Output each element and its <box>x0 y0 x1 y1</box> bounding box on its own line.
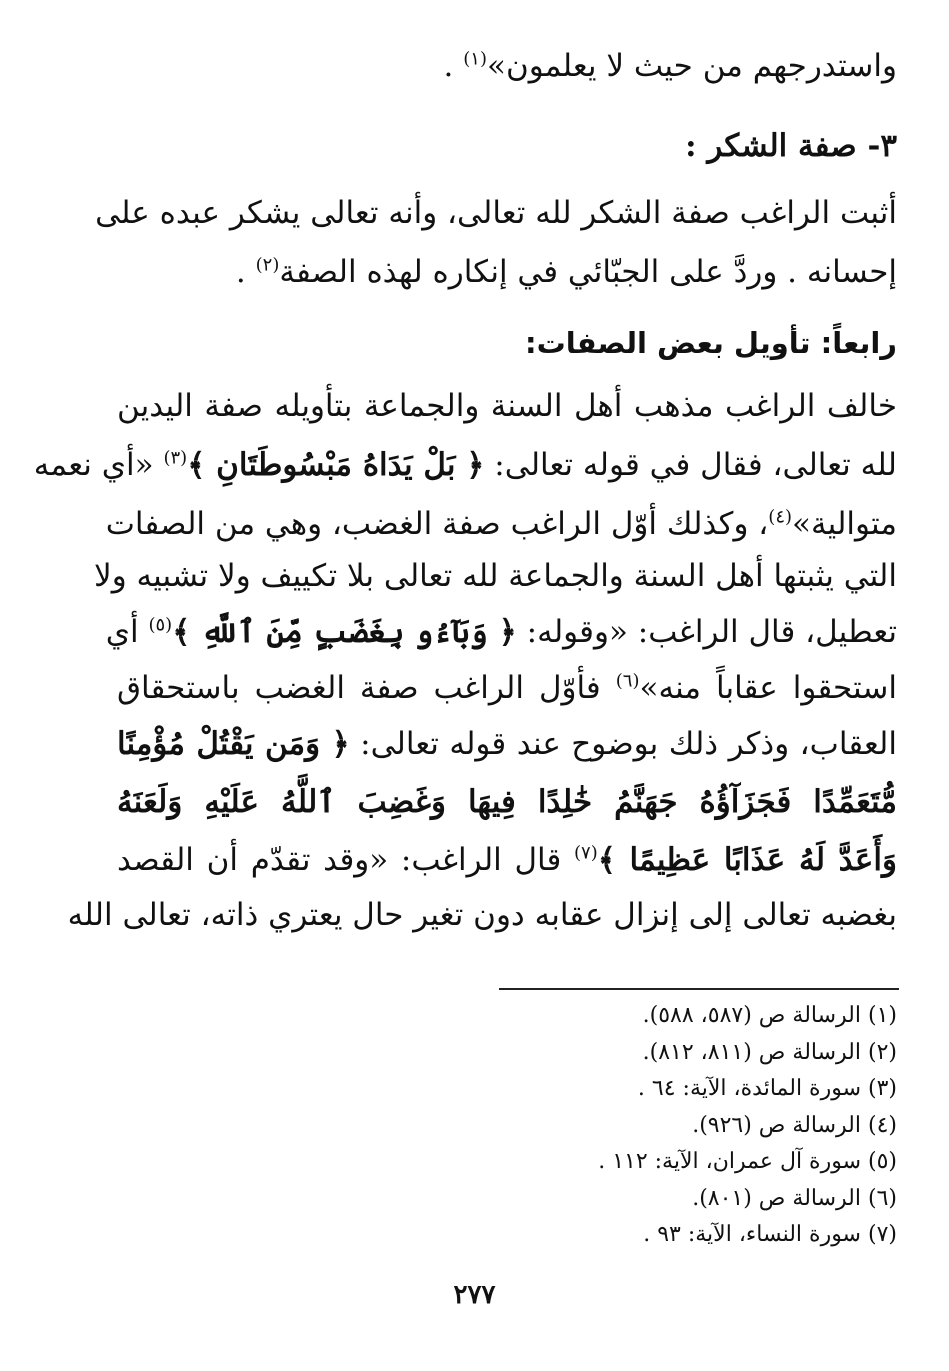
text-segment: لله تعالى، فقال في قوله تعالى: <box>484 447 897 483</box>
text-line-10 <box>117 726 897 762</box>
text-line-12 <box>117 842 897 878</box>
footnote-ref: (٥) <box>148 614 173 636</box>
text-segment: العقاب، وذكر ذلك بوضوح عند قوله تعالى: <box>349 726 897 762</box>
page-number: ٢٧٧ <box>453 1280 496 1310</box>
section-heading-tawil: رابعاً: تأويل بعض الصفات: <box>525 326 897 360</box>
text-segment: متوالية» <box>792 506 897 542</box>
text-line-7: التي يثبتها أهل السنة والجماعة لله تعالى بلا تكييف ولا تشبيه ولا <box>94 558 897 594</box>
footnote-6: (٦) الرسالة ص (٨٠١). <box>692 1185 897 1211</box>
footnote-ref: (٢) <box>255 254 280 276</box>
footnote-5: (٥) سورة آل عمران، الآية: ١١٢ . <box>598 1149 897 1174</box>
quran-verse: ﴿ وَمَن يَقْتُلْ مُؤْمِنًا <box>117 726 350 762</box>
text-segment: واستدرجهم من حيث لا يعلمون» <box>486 48 897 84</box>
footnote-ref: (٤) <box>768 506 793 528</box>
footnote-7: (٧) سورة النساء، الآية: ٩٣ . <box>643 1222 897 1247</box>
footnote-4: (٤) الرسالة ص (٩٢٦). <box>692 1112 897 1138</box>
text-segment: تعطيل، قال الراغب: «وقوله: <box>516 614 897 650</box>
quran-verse-line-11: مُّتَعَمِّدًا فَجَزَآؤُهُ جَهَنَّمُ خَٰلِدًا فِيهَا وَغَضِبَ ٱللَّهُ عَلَيْهِ وَلَعَنَهُ <box>117 784 897 820</box>
text-segment: استحقوا عقاباً منه» <box>639 670 897 706</box>
text-segment: . <box>235 254 256 290</box>
text-segment: إحسانه . وردَّ على الجبّائي في إنكاره لهذه الصفة <box>279 254 897 290</box>
footnote-3: (٣) سورة المائدة، الآية: ٦٤ . <box>637 1076 897 1101</box>
footnote-ref: (٦) <box>615 670 640 692</box>
footnote-ref: (٧) <box>574 842 598 864</box>
text-line-1 <box>117 48 897 84</box>
quran-verse: ﴿ وَبَآءُو بِغَضَبٍ مِّنَ ٱللَّهِ ﴾ <box>172 614 517 650</box>
text-segment: فأوّل الراغب صفة الغضب باستحقاق <box>117 670 616 706</box>
footnote-ref: (٣) <box>163 447 188 469</box>
section-heading-shukr: ٣- صفة الشكر : <box>685 128 897 164</box>
quran-verse: ﴿ بَلْ يَدَاهُ مَبْسُوطَتَانِ ﴾ <box>187 447 485 483</box>
text-segment: . <box>443 48 464 84</box>
footnote-divider <box>499 988 899 990</box>
text-segment: ، وكذلك أوّل الراغب صفة الغضب، وهي من الصفات <box>105 506 769 542</box>
text-line-4: خالف الراغب مذهب أهل السنة والجماعة بتأويله صفة اليدين <box>117 388 897 424</box>
text-segment: «أي نعمه <box>33 447 164 483</box>
footnotes <box>397 998 897 1254</box>
text-line-2: أثبت الراغب صفة الشكر لله تعالى، وأنه تعالى يشكر عبده على <box>95 195 897 231</box>
footnote-2: (٢) الرسالة ص (٨١١، ٨١٢). <box>642 1039 897 1065</box>
text-line-6 <box>105 506 897 542</box>
text-line-13: بغضبه تعالى إلى إنزال عقابه دون تغير حال يعتري ذاته، تعالى الله <box>67 897 897 933</box>
footnote-1: (١) الرسالة ص (٥٨٧، ٥٨٨). <box>642 1003 897 1028</box>
quran-verse: وَأَعَدَّ لَهُ عَذَابًا عَظِيمًا ﴾ <box>597 842 898 878</box>
text-line-9 <box>117 670 897 706</box>
footnote-ref: (١) <box>463 48 487 70</box>
text-segment: قال الراغب: «وقد تقدّم أن القصد <box>117 842 574 878</box>
text-line-5 <box>33 447 897 483</box>
text-segment: أي <box>105 614 149 650</box>
text-line-3 <box>117 254 897 290</box>
text-line-8 <box>105 614 897 650</box>
